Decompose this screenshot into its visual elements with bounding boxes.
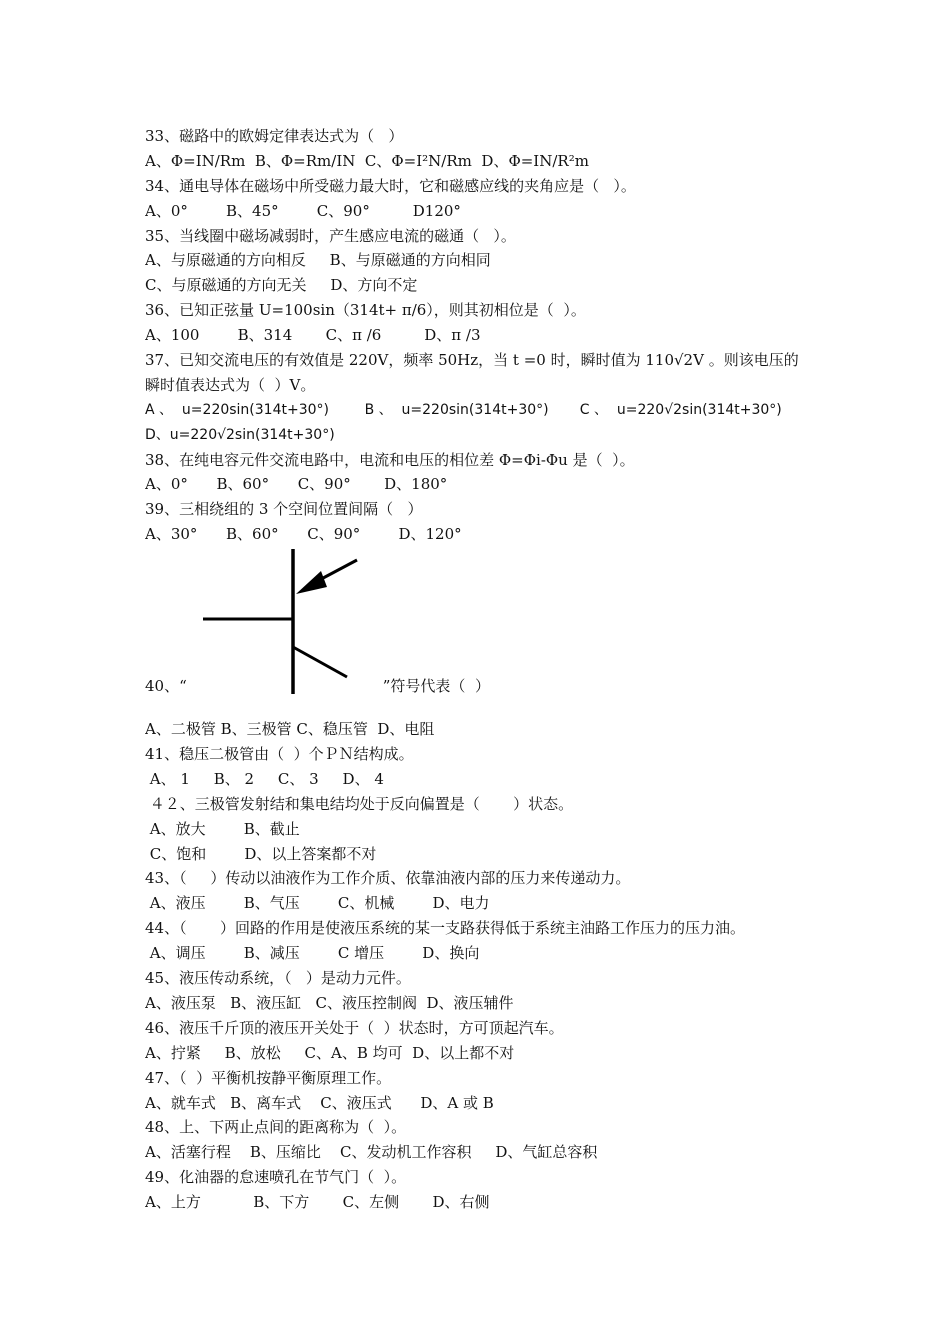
options-44: A、调压 B、减压 C 增压 D、换向 [145, 944, 480, 963]
options-37-d: D、u=220√2sin(314t+30°) [145, 426, 335, 443]
question-36: 36、已知正弦量 U=100sin（314t+ π/6），则其初相位是（ ）。 [145, 301, 586, 320]
question-48: 48、上、下两止点间的距离称为（ ）。 [145, 1118, 407, 1137]
question-47: 47、（ ）平衡机按静平衡原理工作。 [145, 1068, 392, 1087]
options-37-abc: A 、 u=220sin(314t+30°) B 、 u=220sin(314t+30°) C 、 u=220√2sin(314t+30°) [145, 401, 782, 418]
question-list [145, 124, 825, 1215]
options-35-cd: C、与原磁通的方向无关 D、方向不定 [145, 276, 418, 295]
question-44: 44、（ ）回路的作用是使液压系统的某一支路获得低于系统主油路工作压力的压力油。 [145, 919, 745, 938]
question-40-suffix: ”符号代表（ ） [382, 677, 490, 696]
options-46: A、拧紧 B、放松 C、A、B 均可 D、以上都不对 [145, 1043, 515, 1062]
options-43: A、液压 B、气压 C、机械 D、电力 [145, 894, 490, 913]
options-35-ab: A、与原磁通的方向相反 B、与原磁通的方向相同 [145, 251, 491, 270]
question-46: 46、液压千斤顶的液压开关处于（ ）状态时，方可顶起汽车。 [145, 1018, 564, 1037]
question-40-prefix: 40、“ [145, 677, 187, 696]
question-43: 43、（ ）传动以油液作为工作介质、依靠油液内部的压力来传递动力。 [145, 869, 631, 888]
question-34: 34、通电导体在磁场中所受磁力最大时，它和磁感应线的夹角应是（ ）。 [145, 176, 636, 195]
question-40-text [145, 675, 490, 696]
question-49: 49、化油器的怠速喷孔在节气门（ ）。 [145, 1168, 407, 1187]
options-42-ab: A、放大 B、截止 [145, 819, 300, 838]
question-37-part1: 37、已知交流电压的有效值是 220V，频率 50Hz，当 t =0 时，瞬时值为 110√2V 。则该电压的 [145, 351, 799, 370]
options-42-cd: C、饱和 D、以上答案都不对 [145, 844, 377, 863]
question-37-part2: 瞬时值表达式为（ ）V。 [145, 375, 316, 394]
options-41: A、 1 B、 2 C、 3 D、 4 [145, 769, 384, 788]
question-39: 39、三相绕组的 3 个空间位置间隔（ ） [145, 500, 423, 519]
options-34: A、0° B、45° C、90° D120° [145, 201, 461, 220]
options-33: A、Φ=IN/Rm B、Φ=Rm/IN C、Φ=I²N/Rm D、Φ=IN/R²m [145, 151, 589, 170]
question-38: 38、在纯电容元件交流电路中，电流和电压的相位差 Φ=Φi-Φu 是（ ）。 [145, 450, 635, 469]
question-45: 45、液压传动系统，（ ）是动力元件。 [145, 969, 411, 988]
options-39: A、30° B、60° C、90° D、120° [145, 525, 462, 544]
question-33: 33、磁路中的欧姆定律表达式为（ ） [145, 127, 404, 145]
options-45: A、液压泵 B、液压缸 C、液压控制阀 D、液压辅件 [145, 993, 514, 1012]
question-35: 35、当线圈中磁场减弱时，产生感应电流的磁通（ ）。 [145, 226, 516, 245]
question-41: 41、稳压二极管由（ ）个ＰＮ结构成。 [145, 745, 414, 764]
options-36: A、100 B、314 C、π /6 D、π /3 [145, 326, 481, 345]
options-48: A、活塞行程 B、压缩比 C、发动机工作容积 D、气缸总容积 [145, 1143, 598, 1162]
question-42: ４２、三极管发射结和集电结均处于反向偏置是（ ）状态。 [145, 794, 574, 813]
options-47: A、就车式 B、离车式 C、液压式 D、A 或 B [145, 1093, 494, 1112]
options-40: A、二极管 B、三极管 C、稳压管 D、电阻 [145, 720, 435, 739]
options-38: A、0° B、60° C、90° D、180° [145, 475, 448, 494]
question-40-block [145, 547, 825, 703]
options-49: A、上方 B、下方 C、左侧 D、右侧 [145, 1193, 490, 1212]
